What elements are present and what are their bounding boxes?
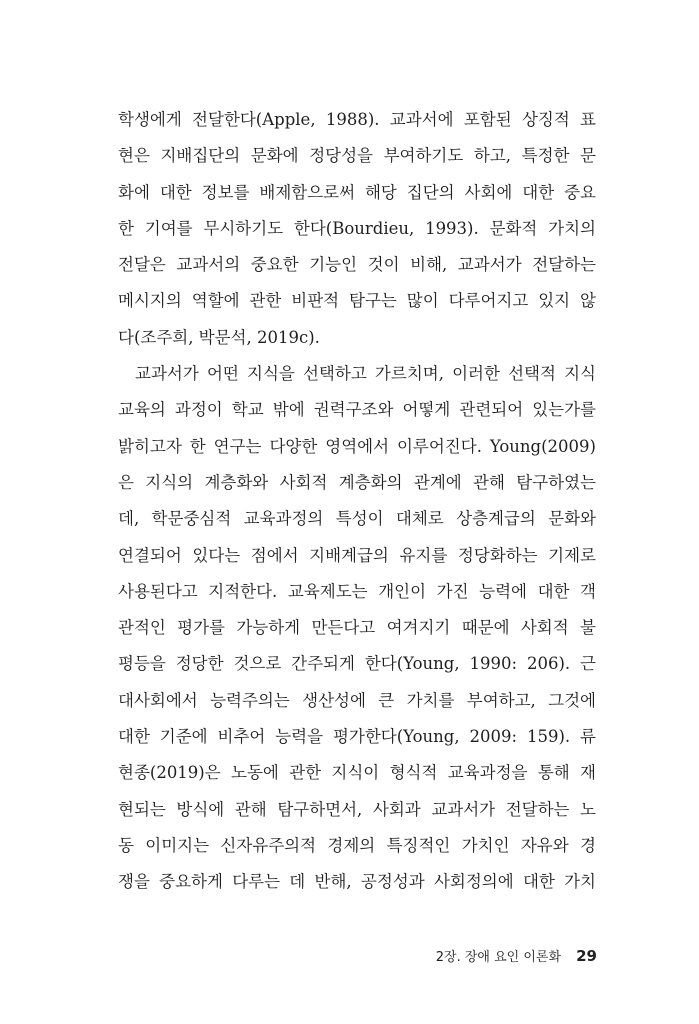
page-footer [436, 946, 597, 965]
text-line: 메시지의 역할에 관한 비판적 탐구는 많이 다루어지고 있지 않 [118, 291, 596, 311]
text-line: 다(조주희, 박문석, 2019c). [118, 327, 320, 347]
body-text [118, 102, 596, 901]
text-line: 밝히고자 한 연구는 다양한 영역에서 이루어진다. Young(2009) [118, 436, 596, 456]
text-line: 한 기여를 무시하기도 한다(Bourdieu, 1993). 문화적 가치의 [118, 218, 596, 238]
text-line: 화에 대한 정보를 배제함으로써 해당 집단의 사회에 대한 중요 [118, 182, 596, 202]
text-line: 대한 기준에 비추어 능력을 평가한다(Young, 2009: 159). 류 [118, 727, 596, 747]
paragraph-1 [118, 102, 596, 356]
text-line: 전달은 교과서의 중요한 기능인 것이 비해, 교과서가 전달하는 [118, 255, 596, 275]
page-number: 29 [576, 947, 597, 965]
text-line: 쟁을 중요하게 다루는 데 반해, 공정성과 사회정의에 대한 가치 [118, 872, 596, 892]
text-line: 동 이미지는 신자유주의적 경제의 특징적인 가치인 자유와 경 [118, 835, 596, 855]
text-line: 평등을 정당한 것으로 간주되게 한다(Young, 1990: 206). 근 [118, 654, 596, 674]
text-line: 사용된다고 지적한다. 교육제도는 개인이 가진 능력에 대한 객 [118, 581, 596, 601]
text-line: 학생에게 전달한다(Apple, 1988). 교과서에 포함된 상징적 표 [118, 110, 596, 129]
text-line: 관적인 평가를 가능하게 만든다고 여겨지기 때문에 사회적 불 [118, 618, 596, 638]
text-line: 현종(2019)은 노동에 관한 지식이 형식적 교육과정을 통해 재 [118, 763, 596, 783]
text-line: 교육의 과정이 학교 밖에 권력구조와 어떻게 관련되어 있는가를 [118, 400, 596, 420]
text-line: 현은 지배집단의 문화에 정당성을 부여하기도 하고, 특정한 문 [118, 146, 596, 166]
text-line: 현되는 방식에 관해 탐구하면서, 사회과 교과서가 전달하는 노 [118, 799, 596, 819]
text-line: 연결되어 있다는 점에서 지배계급의 유지를 정당화하는 기제로 [118, 545, 596, 565]
text-line: 은 지식의 계층화와 사회적 계층화의 관계에 관해 탐구하였는 [118, 472, 596, 492]
text-line: 교과서가 어떤 지식을 선택하고 가르치며, 이러한 선택적 지식 [135, 364, 596, 384]
paragraph-2 [118, 356, 596, 900]
running-head: 2장. 장애 요인 이론화 [435, 950, 562, 965]
text-line: 대사회에서 능력주의는 생산성에 큰 가치를 부여하고, 그것에 [118, 690, 596, 710]
text-line: 데, 학문중심적 교육과정의 특성이 대체로 상층계급의 문화와 [118, 509, 596, 529]
